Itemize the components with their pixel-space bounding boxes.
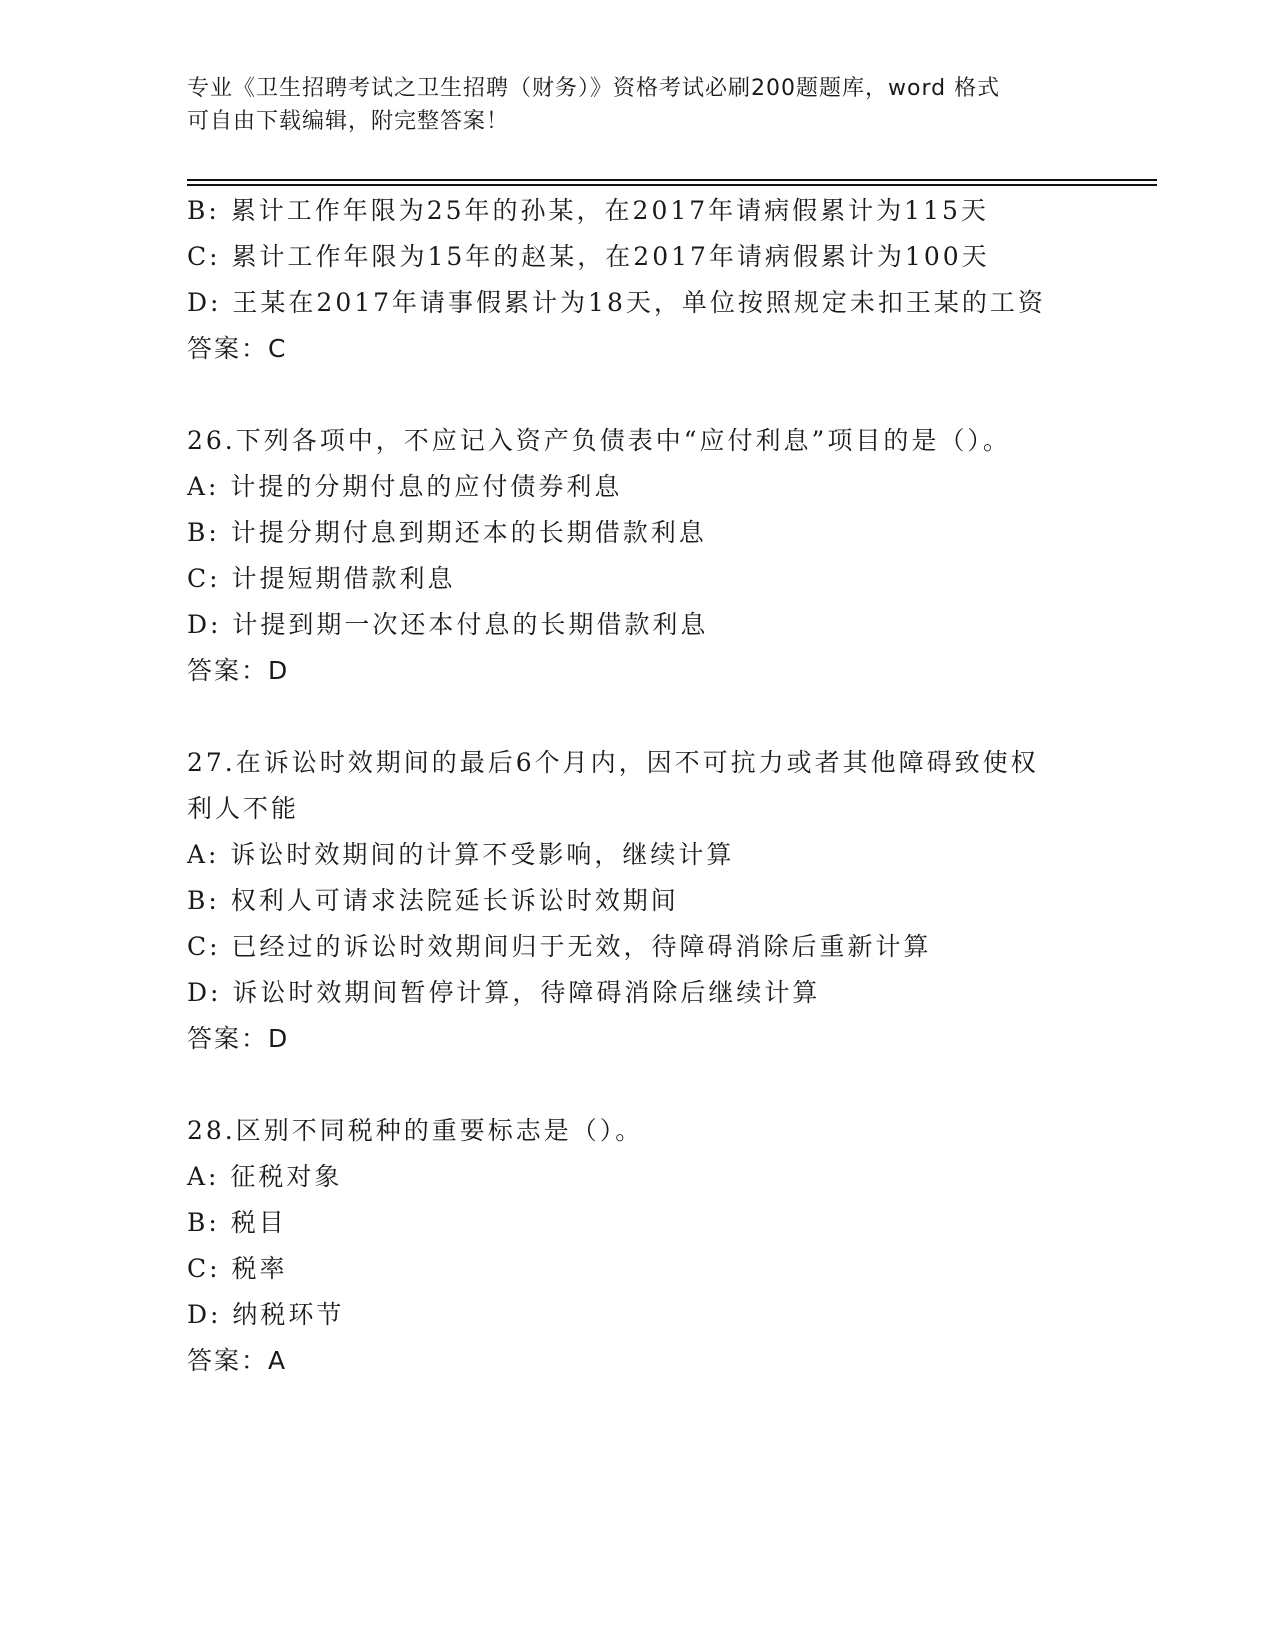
option-c: C: 已经过的诉讼时效期间归于无效，待障碍消除后重新计算 xyxy=(187,932,932,961)
question-title: 27.在诉讼时效期间的最后6个月内，因不可抗力或者其他障碍致使权 xyxy=(187,748,1039,777)
option-d: D: 纳税环节 xyxy=(187,1300,345,1329)
option-a: A: 计提的分期付息的应付债券利息 xyxy=(187,472,623,501)
question-28 xyxy=(187,1108,1087,1384)
option-d: D: 王某在2017年请事假累计为18天，单位按照规定未扣王某的工资 xyxy=(187,288,1046,317)
question-list xyxy=(187,188,1087,1384)
option-b: B: 计提分期付息到期还本的长期借款利息 xyxy=(187,518,707,547)
answer-line: 答案：C xyxy=(187,334,288,363)
option-d: D: 诉讼时效期间暂停计算，待障碍消除后继续计算 xyxy=(187,978,821,1007)
question-27 xyxy=(187,740,1087,1062)
header-divider-bottom xyxy=(187,184,1157,186)
option-b: B: 权利人可请求法院延长诉讼时效期间 xyxy=(187,886,679,915)
option-b: B: 累计工作年限为25年的孙某，在2017年请病假累计为115天 xyxy=(187,196,989,225)
header-line-2: 可自由下载编辑，附完整答案！ xyxy=(187,109,510,134)
question-26 xyxy=(187,418,1087,694)
option-d: D: 计提到期一次还本付息的长期借款利息 xyxy=(187,610,709,639)
continued-question xyxy=(187,188,1087,372)
question-title-continuation: 利人不能 xyxy=(187,794,300,823)
answer-line: 答案：D xyxy=(187,1024,290,1053)
option-b: B: 税目 xyxy=(187,1208,287,1237)
option-c: C: 税率 xyxy=(187,1254,288,1283)
document-header xyxy=(187,72,1067,138)
answer-line: 答案：D xyxy=(187,656,290,685)
header-line-1: 专业《卫生招聘考试之卫生招聘（财务）》资格考试必刷200题题库，word 格式 xyxy=(187,76,1001,101)
option-c: C: 累计工作年限为15年的赵某，在2017年请病假累计为100天 xyxy=(187,242,990,271)
option-a: A: 征税对象 xyxy=(187,1162,343,1191)
header-divider-top xyxy=(187,179,1157,181)
option-a: A: 诉讼时效期间的计算不受影响，继续计算 xyxy=(187,840,735,869)
option-c: C: 计提短期借款利息 xyxy=(187,564,456,593)
question-title: 26.下列各项中，不应记入资产负债表中“应付利息”项目的是（）。 xyxy=(187,426,1011,455)
question-title: 28.区别不同税种的重要标志是（）。 xyxy=(187,1116,644,1145)
answer-line: 答案：A xyxy=(187,1346,288,1375)
